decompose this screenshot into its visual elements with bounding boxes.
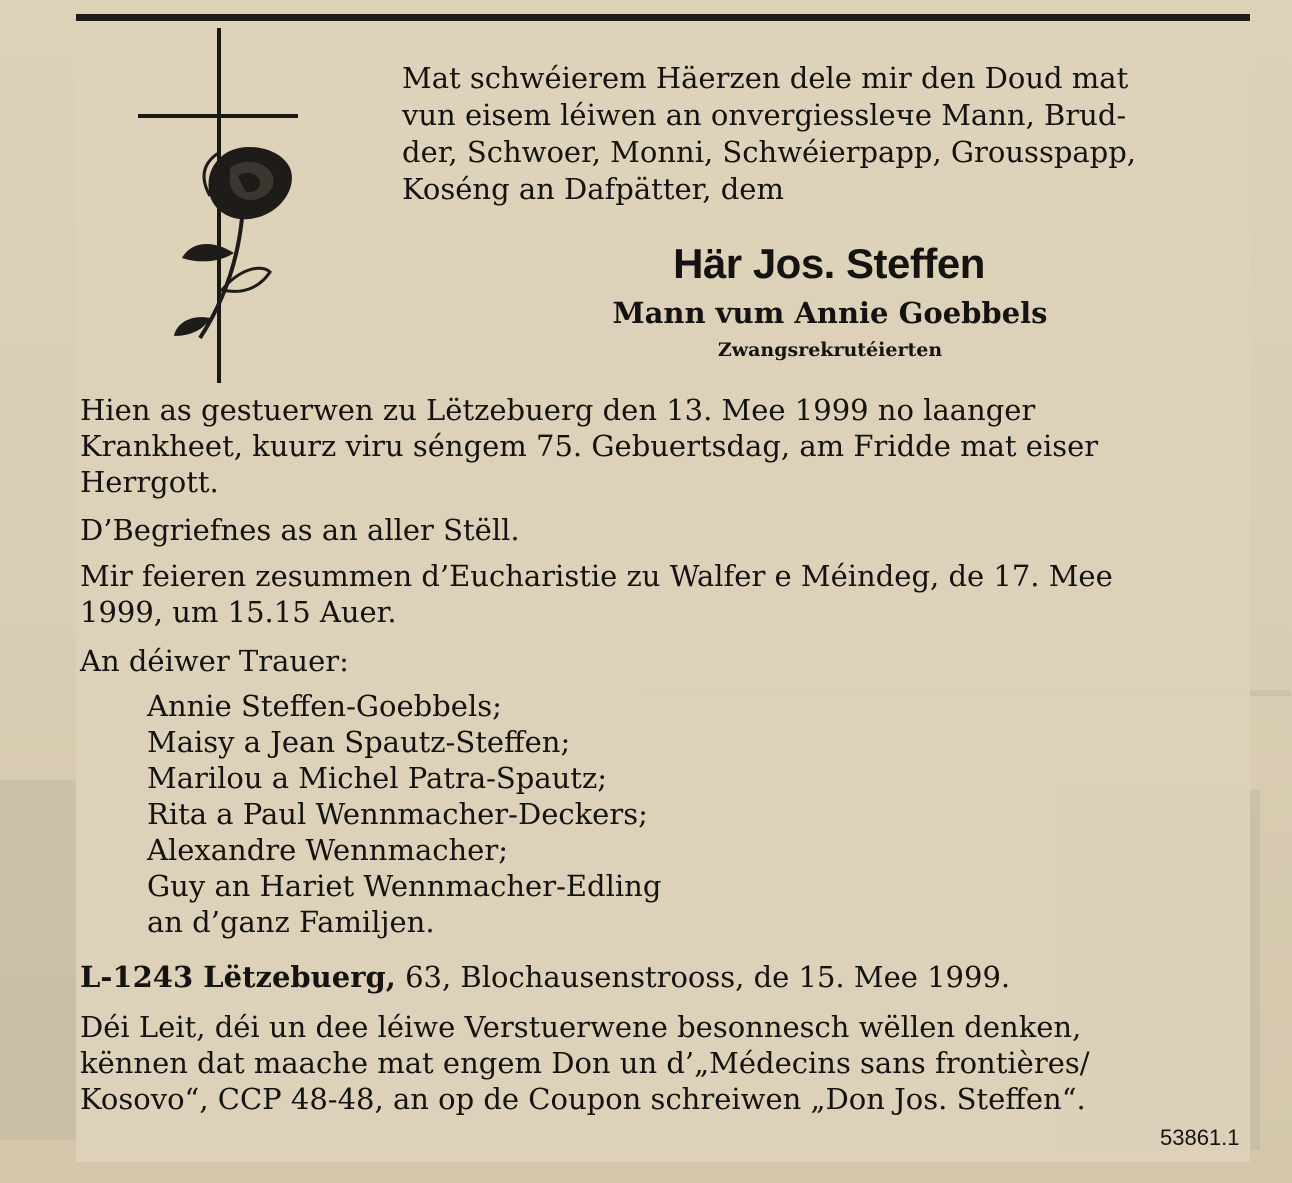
status-label: Zwangsrekrutéierten [717,339,943,361]
address-line [80,959,1252,995]
mourning-label-text: An déiwer Trauer: [80,644,349,678]
mourner-item: Alexandre Wennmacher; [147,833,508,867]
donation-line: Déi Leit, déi un dee léiwe Verstuerwene besonnesch wëllen denken, [80,1010,1082,1044]
mourner-item: Guy an Hariet Wennmacher-Edling [147,869,662,903]
intro-line: vun eisem léiwen an onvergiesslече Mann, Brud- [402,98,1127,132]
address-city: L-1243 Lëtzebuerg, [80,960,396,994]
intro-paragraph [402,60,1252,208]
mourners-list [147,688,947,940]
burial-line: D’Begriefnes as an aller Stëll. [80,513,520,547]
mourning-label [80,643,1252,679]
address-street: 63, Blochausenstrooss, de 15. Mee 1999. [395,960,1011,994]
death-paragraph [80,392,1252,500]
mass-line: 1999, um 15.15 Auer. [80,595,397,629]
donation-line: Kosovo“, CCP 48-48, an op de Coupon schreiwen „Don Jos. Steffen“. [80,1082,1086,1116]
mass-paragraph [80,558,1252,630]
husband-of: Mann vum Annie Goebbels [612,296,1048,330]
donation-paragraph [80,1009,1252,1117]
top-rule [76,14,1250,21]
donation-line: kënnen dat maache mat engem Don un d’„Médecins sans frontières/ [80,1046,1090,1080]
intro-line: Koséng an Dafpätter, dem [402,172,784,206]
intro-line: Mat schwéierem Häerzen dele mir den Doud mat [402,61,1129,95]
mourner-item: Rita a Paul Wennmacher-Deckers; [147,797,648,831]
death-line: Hien as gestuerwen zu Lëtzebuerg den 13. Mee 1999 no laanger [80,393,1036,427]
intro-line: der, Schwoer, Monni, Schwéierpapp, Grousspapp, [402,135,1137,169]
mourner-item: Annie Steffen-Goebbels; [147,689,502,723]
death-line: Krankheet, kuurz viru séngem 75. Gebuertsdag, am Fridde mat eiser [80,429,1099,463]
burial-paragraph [80,512,1252,548]
death-line: Herrgott. [80,465,219,499]
reference-number: 53861.1 [1160,1125,1240,1150]
deceased-name: Här Jos. Steffen [673,240,985,287]
bleed-photo-left [0,780,76,1140]
mourner-item: Marilou a Michel Patra-Spautz; [147,761,608,795]
mass-line: Mir feieren zesummen d’Eucharistie zu Walfer e Méindeg, de 17. Mee [80,559,1113,593]
cross-with-rose-icon [130,28,310,388]
mourner-item: Maisy a Jean Spautz-Steffen; [147,725,571,759]
mourner-item: an d’ganz Familjen. [147,905,435,939]
